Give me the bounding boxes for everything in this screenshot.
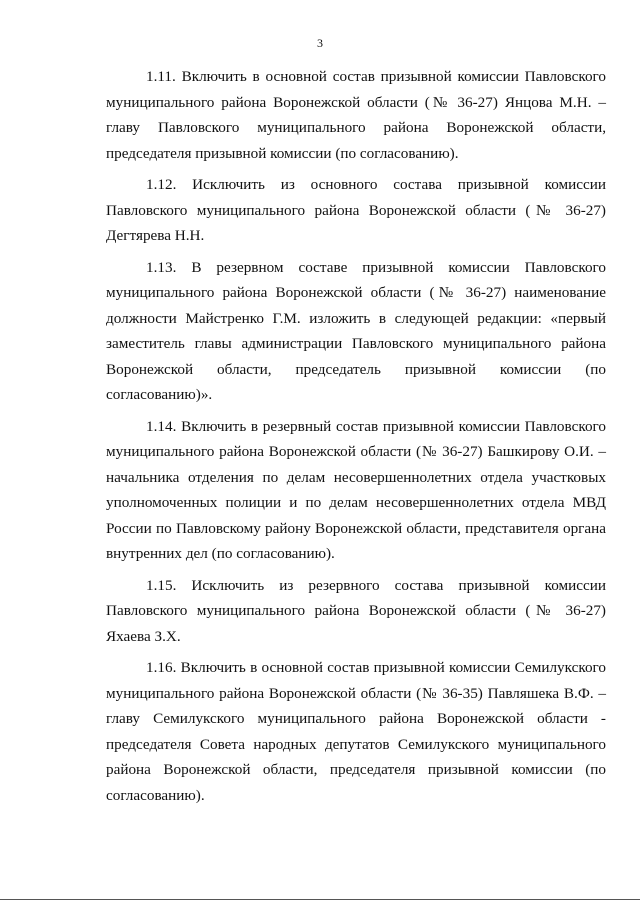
paragraph-1-12: 1.12. Исключить из основного состава призывной комиссии Павловского муниципального района Воронежской области (№ 36-27) Дегтярева Н.Н. [106, 176, 606, 244]
paragraph-1-11: 1.11. Включить в основной состав призывной комиссии Павловского муниципального района Воронежской области (№ 36-27) Янцова М.Н. – главу Павловского муниципального района Воронежской области, председателя призывной комиссии (по согласованию). [106, 68, 606, 162]
document-body [106, 64, 606, 814]
page-number: 3 [317, 36, 323, 50]
paragraph-1-15: 1.15. Исключить из резервного состава призывной комиссии Павловского муниципального района Воронежской области (№ 36-27) Яхаева З.Х. [106, 576, 606, 645]
paragraph-1-13: 1.13. В резервном составе призывной комиссии Павловского муниципального района Воронежской области (№ 36-27) наименование должности Майстренко Г.М. изложить в следующей редакции: «первый заместитель главы администрации Павловского муниципального района Воронежской области, председатель призывной комиссии (по согласованию)». [106, 258, 606, 403]
paragraph-1-16: 1.16. Включить в основной состав призывной комиссии Семилукского муниципального района Воронежской области (№ 36-35) Павляшека В.Ф. – главу Семилукского муниципального района Воронежской области - председателя Совета народных депутатов Семилукского муниципального района Воронежской области, председателя призывной комиссии (по согласованию). [106, 659, 606, 804]
paragraph-1-14: 1.14. Включить в резервный состав призывной комиссии Павловского муниципального района Воронежской области (№ 36-27) Башкирову О.И. – начальника отделения по делам несовершеннолетних отдела участковых уполномоченных полиции и по делам несовершеннолетних отдела МВД России по Павловскому району Воронежской области, представителя органа внутренних дел (по согласованию). [106, 417, 606, 562]
page-bottom-divider [0, 899, 640, 900]
